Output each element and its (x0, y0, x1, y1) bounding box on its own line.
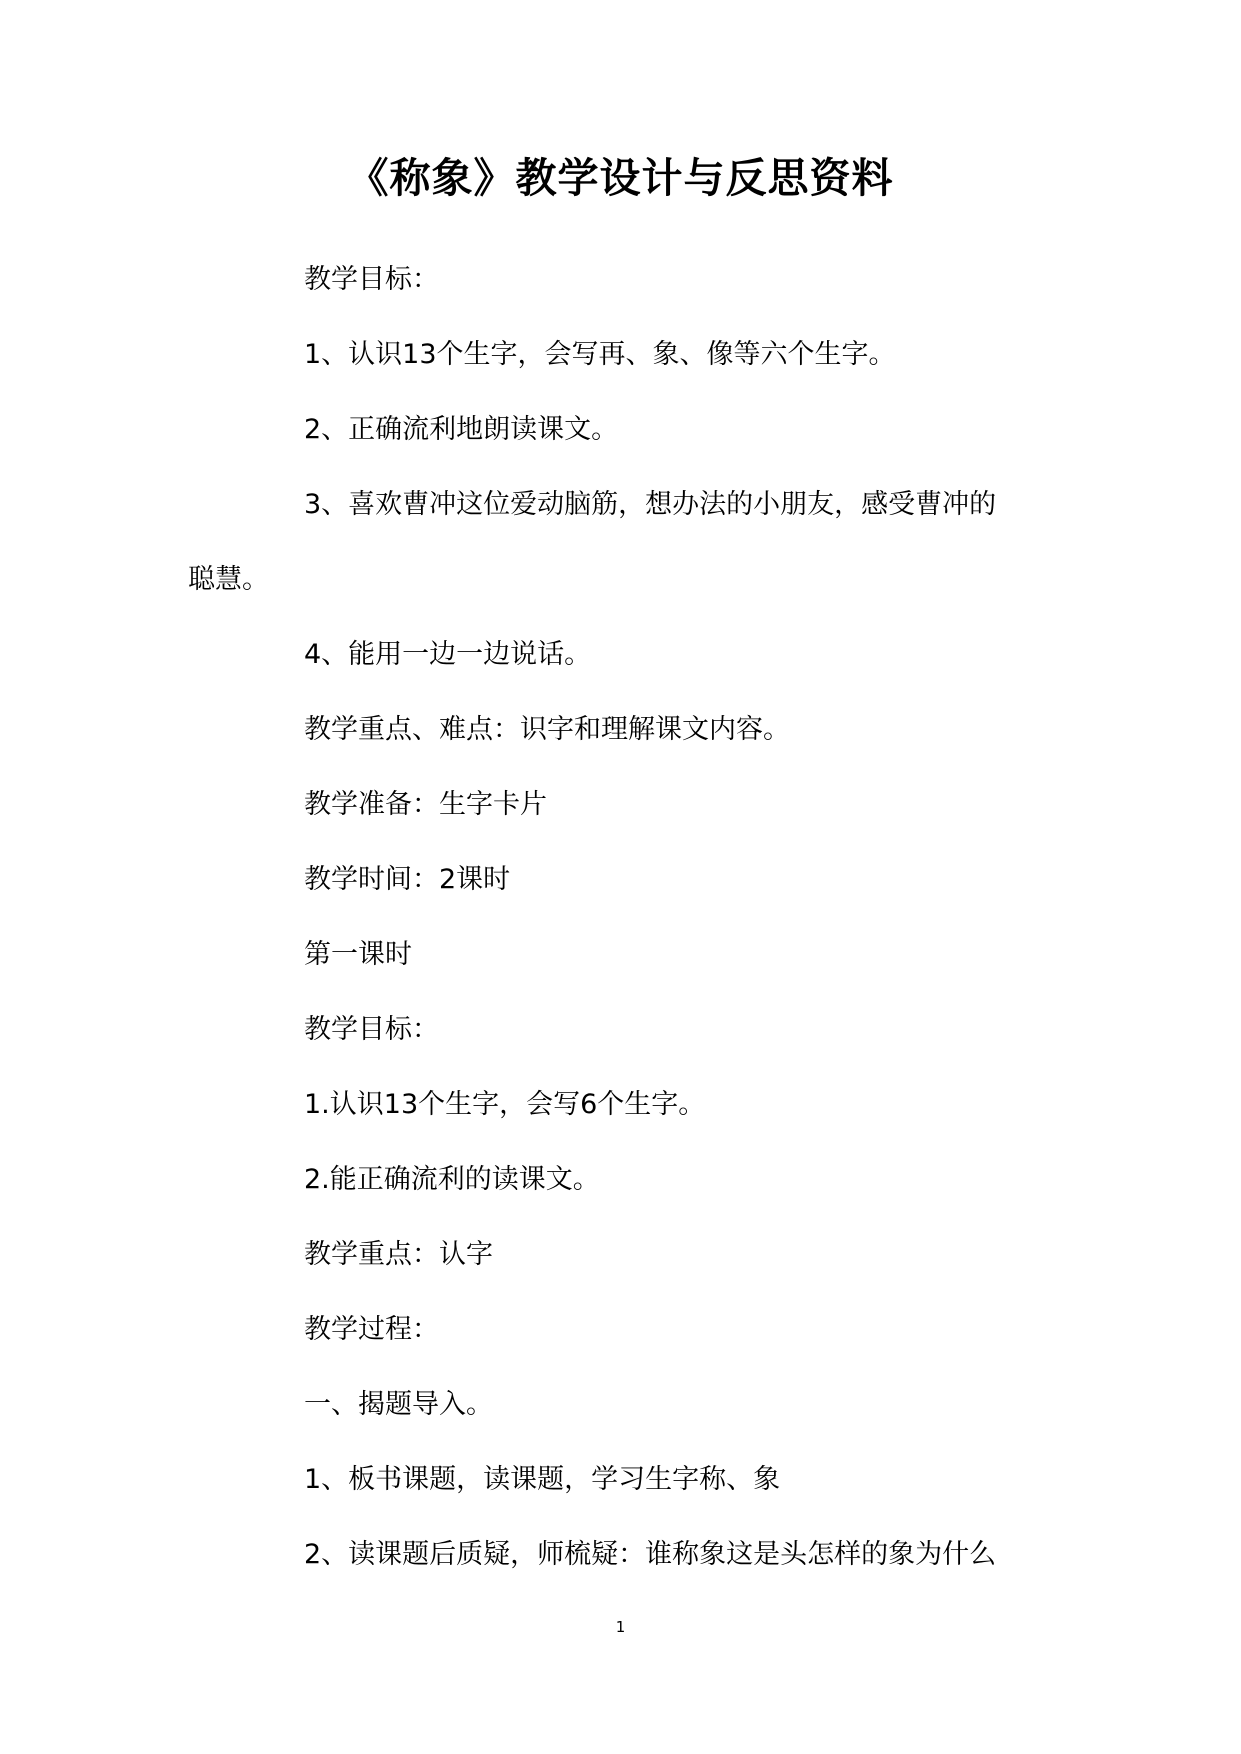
paragraph-line: 教学目标： (304, 1014, 439, 1045)
paragraph-line: 2、正确流利地朗读课文。 (304, 414, 619, 445)
paragraph-line: 教学时间：2课时 (304, 864, 511, 895)
document-title: 《称象》教学设计与反思资料 (347, 154, 894, 202)
paragraph-line: 1、板书课题，读课题，学习生字称、象 (304, 1464, 781, 1495)
paragraph-line: 2、读课题后质疑，师梳疑：谁称象这是头怎样的象为什么 (304, 1539, 997, 1570)
paragraph-line: 1.认识13个生字，会写6个生字。 (304, 1089, 706, 1120)
paragraph-line: 聪慧。 (188, 564, 269, 595)
paragraph-line: 教学目标： (304, 264, 439, 295)
paragraph-line: 4、能用一边一边说话。 (304, 639, 592, 670)
paragraph-line: 1、认识13个生字，会写再、象、像等六个生字。 (304, 339, 896, 370)
paragraph-line: 第一课时 (304, 939, 412, 970)
page-number: 1 (615, 1618, 626, 1636)
paragraph-line: 教学准备：生字卡片 (304, 789, 547, 820)
paragraph-line: 2.能正确流利的读课文。 (304, 1164, 600, 1195)
paragraph-line: 一、揭题导入。 (304, 1389, 493, 1420)
paragraph-line: 教学重点：认字 (304, 1239, 493, 1270)
paragraph-line: 教学重点、难点：识字和理解课文内容。 (304, 714, 790, 745)
paragraph-line: 3、喜欢曹冲这位爱动脑筋，想办法的小朋友，感受曹冲的 (304, 489, 997, 520)
paragraph-line: 教学过程： (304, 1314, 439, 1345)
